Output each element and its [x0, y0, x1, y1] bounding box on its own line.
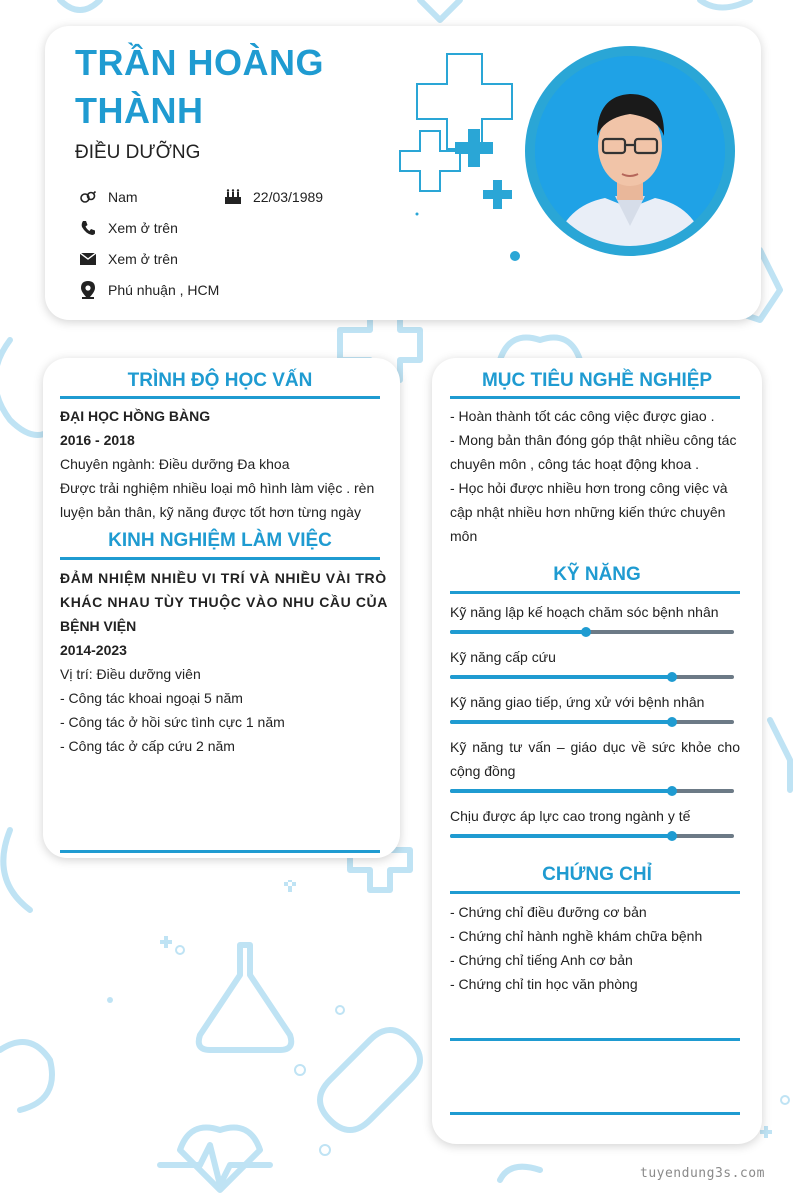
right-bottom-divider: [450, 1112, 740, 1115]
pattern-flask-icon: [770, 720, 790, 790]
pattern-ecg-icon: [160, 1145, 270, 1185]
address-info: [78, 281, 219, 299]
skill-bar-knob: [667, 717, 677, 727]
experience-years: 2014-2023: [60, 642, 127, 658]
education-major: Chuyên ngành: Điều dưỡng Đa khoa: [60, 456, 290, 472]
watermark: tuyendung3s.com: [640, 1166, 765, 1181]
skill-bar-knob: [667, 831, 677, 841]
pattern-stethoscope-icon: [3, 830, 30, 910]
email-value: Xem ở trên: [108, 251, 178, 267]
skills-title: KỸ NĂNG: [553, 564, 641, 585]
medical-crosses-decoration: [390, 46, 530, 286]
education-school: ĐẠI HỌC HỒNG BÀNG: [60, 408, 211, 424]
pattern-dot: [176, 946, 184, 954]
certificates-divider: [450, 891, 740, 894]
experience-item: - Công tác khoai ngoại 5 năm: [60, 690, 243, 706]
objective-line: - Mong bản thân đóng góp thật nhiều công tác: [450, 432, 737, 448]
pattern-dot: [320, 1145, 330, 1155]
pattern-pill-icon: [700, 0, 750, 8]
cross-solid-icon: [483, 180, 512, 209]
skill-bar: [450, 675, 734, 679]
pattern-dot: [336, 1006, 344, 1014]
experience-headline-line-1: ĐẢM NHIỆM NHIỀU VI TRÍ VÀ NHIỀU VÀI TRÒ: [60, 570, 387, 586]
pattern-plus: [160, 936, 172, 948]
skill-bar-fill: [450, 789, 672, 793]
skill-bar-knob: [667, 672, 677, 682]
skill-bar-fill: [450, 834, 672, 838]
left-bottom-divider: [60, 850, 380, 853]
birthday-info: [223, 188, 323, 206]
gender-value: Nam: [108, 189, 138, 205]
job-title: ĐIỀU DƯỠNG: [75, 142, 201, 163]
gender-icon: [78, 188, 98, 206]
certificate-item: - Chứng chỉ hành nghề khám chữa bệnh: [450, 928, 703, 944]
pattern-plus: [760, 1126, 772, 1138]
pattern-flask-icon: [420, 0, 460, 20]
cake-icon: [223, 188, 243, 206]
skill-bar: [450, 789, 734, 793]
profile-photo: [535, 56, 725, 246]
skill-bar-knob: [667, 786, 677, 796]
certificates-title: CHỨNG CHỈ: [542, 864, 652, 885]
pattern-dot: [295, 1065, 305, 1075]
pattern-stethoscope-icon: [0, 1042, 52, 1110]
experience-headline-line-2: KHÁC NHAU TÙY THUỘC VÀO NHU CẦU CỦA: [60, 594, 388, 610]
decor-dot: [510, 251, 520, 261]
pattern-heart-icon: [500, 338, 580, 361]
full-name-line-1: TRẦN HOÀNG: [75, 42, 324, 83]
education-experience-card: [43, 358, 400, 858]
gender-info: [78, 188, 138, 206]
skill-bar: [450, 834, 734, 838]
phone-value: Xem ở trên: [108, 220, 178, 236]
skill-label: Kỹ năng cấp cứu: [450, 649, 556, 665]
skills-divider: [450, 591, 740, 594]
education-description-line-1: Được trải nghiệm nhiều loại mô hình làm việc . rèn: [60, 480, 375, 496]
mail-icon: [78, 250, 98, 268]
education-title: TRÌNH ĐỘ HỌC VẤN: [127, 370, 313, 391]
skill-bar: [450, 720, 734, 724]
experience-title: KINH NGHIỆM LÀM VIỆC: [108, 530, 332, 551]
location-icon: [78, 281, 98, 299]
experience-divider: [60, 557, 380, 560]
skill-label: Kỹ năng giao tiếp, ứng xử với bệnh nhân: [450, 694, 705, 710]
cross-outline-icon: [400, 131, 460, 191]
email-info: [78, 250, 178, 268]
pattern-heart-icon: [500, 1167, 540, 1180]
objective-line: - Học hỏi được nhiều hơn trong công việc và: [450, 480, 728, 496]
avatar: [535, 56, 725, 246]
skill-label: Chịu được áp lực cao trong ngành y tế: [450, 808, 691, 824]
pattern-pill-icon: [60, 0, 100, 10]
skill-label: Kỹ năng lập kế hoạch chăm sóc bệnh nhân: [450, 604, 719, 620]
skill-bar-fill: [450, 675, 672, 679]
address-value: Phú nhuận , HCM: [108, 282, 220, 298]
certificate-item: - Chứng chỉ tin học văn phòng: [450, 976, 638, 992]
objective-line: cập nhật nhiều hơn những kiến thức chuyên: [450, 504, 726, 520]
objective-line: môn: [450, 528, 478, 544]
skill-bar-fill: [450, 720, 672, 724]
pattern-plus: [284, 880, 296, 892]
certificate-item: - Chứng chỉ tiếng Anh cơ bản: [450, 952, 633, 968]
skill-label: Kỹ năng tư vấn – giáo dục về sức khỏe cho cộng đồng: [450, 739, 740, 779]
objective-line: chuyên môn , công tác hoạt động khoa .: [450, 456, 700, 472]
cross-outline-icon: [417, 54, 512, 149]
birthday-value: 22/03/1989: [253, 189, 324, 205]
education-divider: [60, 396, 380, 399]
objective-skills-card: [432, 358, 762, 1144]
skill-bar: [450, 630, 734, 634]
phone-info: [78, 219, 178, 237]
skill-bar-knob: [581, 627, 591, 637]
profile-header-card: [45, 26, 761, 320]
full-name-line-2: THÀNH: [75, 90, 204, 131]
education-years: 2016 - 2018: [60, 432, 135, 448]
profile-photo-frame: [525, 46, 735, 256]
decor-dot: [416, 213, 419, 216]
phone-icon: [78, 219, 98, 237]
experience-item: - Công tác ở hồi sức tình cực 1 năm: [60, 714, 285, 730]
experience-position: Vị trí: Điều dưỡng viên: [60, 666, 201, 682]
certificate-item: - Chứng chỉ điều đưỡng cơ bản: [450, 904, 647, 920]
objective-line: - Hoàn thành tốt các công việc được giao .: [450, 408, 715, 424]
objective-title: MỤC TIÊU NGHỀ NGHIỆP: [481, 370, 713, 391]
pattern-flask-icon: [199, 945, 292, 1050]
pattern-dot: [781, 1096, 789, 1104]
education-description-line-2: luyện bản thân, kỹ năng được tốt hơn từng ngày: [60, 504, 361, 520]
objective-divider: [450, 396, 740, 399]
experience-headline-line-3: BỆNH VIỆN: [60, 618, 137, 634]
skill-bar-fill: [450, 630, 586, 634]
experience-item: - Công tác ở cấp cứu 2 năm: [60, 738, 235, 754]
pattern-pill-icon: [320, 1030, 420, 1130]
right-divider: [450, 1038, 740, 1041]
